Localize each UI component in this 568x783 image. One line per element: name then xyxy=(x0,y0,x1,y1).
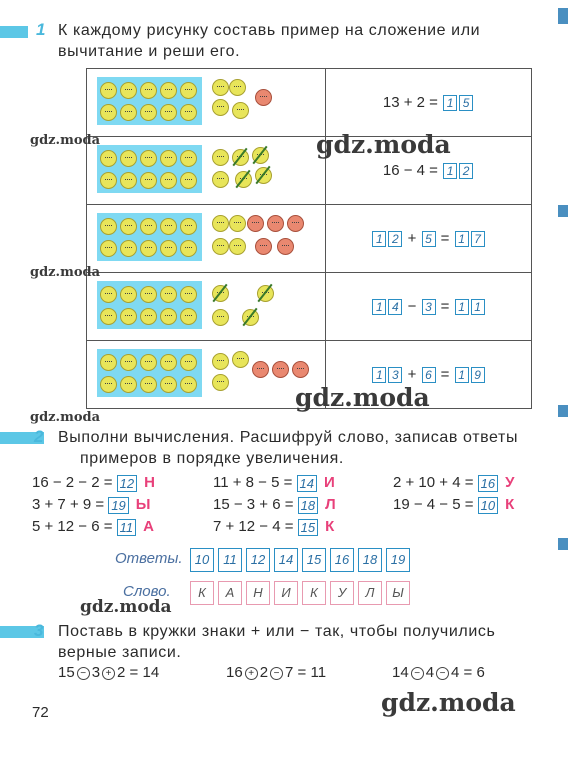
button-icon xyxy=(287,215,304,232)
button-icon xyxy=(100,376,117,393)
button-icon xyxy=(160,308,177,325)
button-icon xyxy=(212,149,229,166)
task1-number: 1 xyxy=(36,20,46,39)
equation-cell: 1 4 − 3 = 1 1 xyxy=(326,273,532,341)
button-icon xyxy=(277,238,294,255)
answer-cell: 14 xyxy=(274,548,298,572)
button-icon xyxy=(160,218,177,235)
task1-text: К каждому рисунку составь пример на сложение или вычитание и реши его. xyxy=(58,22,481,60)
button-icon xyxy=(180,150,197,167)
button-icon xyxy=(100,104,117,121)
answer-cell: 18 xyxy=(358,548,382,572)
button-icon xyxy=(100,172,117,189)
answer-cell: 11 xyxy=(218,548,242,572)
button-icon xyxy=(140,218,157,235)
button-icon xyxy=(140,286,157,303)
sign-circle[interactable]: + xyxy=(102,667,115,680)
answer-cell: 16 xyxy=(330,548,354,572)
button-icon xyxy=(160,172,177,189)
button-icon xyxy=(100,240,117,257)
word-letter-cell: К xyxy=(302,581,326,605)
example-5: 15 − 3 + 6 = 18 Л xyxy=(213,496,336,513)
buttons-picture xyxy=(87,69,326,137)
word-letter-cell: Ы xyxy=(386,581,410,605)
answer-cell: 15 xyxy=(302,548,326,572)
button-icon xyxy=(160,286,177,303)
button-icon xyxy=(140,150,157,167)
button-icon xyxy=(180,218,197,235)
button-icon xyxy=(272,361,289,378)
word-label: Слово. xyxy=(123,583,171,600)
button-icon xyxy=(140,172,157,189)
button-icon xyxy=(232,102,249,119)
button-icon xyxy=(255,89,272,106)
button-icon xyxy=(292,361,309,378)
button-icon xyxy=(140,104,157,121)
sign-circle[interactable]: + xyxy=(245,667,258,680)
button-icon xyxy=(229,238,246,255)
example-7: 5 + 12 − 6 = 11 А xyxy=(32,518,155,535)
example-3: 2 + 10 + 4 = 16 У xyxy=(393,474,515,491)
sign-exercise-1: 15 − 3 + 2 = 14 xyxy=(58,664,160,681)
button-icon xyxy=(212,171,229,188)
button-icon xyxy=(267,215,284,232)
button-icon xyxy=(212,309,229,326)
button-icon xyxy=(212,215,229,232)
page-edge-tab xyxy=(558,8,568,24)
task1-marker-bar xyxy=(0,26,28,38)
button-icon xyxy=(120,376,137,393)
example-8: 7 + 12 − 4 = 15 К xyxy=(213,518,335,535)
button-icon xyxy=(180,354,197,371)
watermark: gdz.moda xyxy=(295,383,430,412)
button-icon xyxy=(140,376,157,393)
task2-number: 2 xyxy=(34,427,44,446)
button-icon xyxy=(140,240,157,257)
button-icon xyxy=(140,308,157,325)
page-edge-tab xyxy=(558,205,568,217)
button-icon xyxy=(229,215,246,232)
button-icon xyxy=(212,79,229,96)
task2-text: Выполни вычисления. Расшифруй слово, записав ответы примеров в порядке увеличения. xyxy=(58,429,519,467)
button-icon xyxy=(160,82,177,99)
table-row xyxy=(87,205,532,273)
button-icon xyxy=(212,374,229,391)
button-icon xyxy=(180,308,197,325)
word-letter-cell: Л xyxy=(358,581,382,605)
word-letter-cell: А xyxy=(218,581,242,605)
buttons-picture xyxy=(87,137,326,205)
button-icon xyxy=(140,354,157,371)
page-edge-tab xyxy=(558,538,568,550)
button-icon xyxy=(120,354,137,371)
equation-cell: 13 + 2 = 1 5 xyxy=(326,69,532,137)
sign-circle[interactable]: − xyxy=(77,667,90,680)
button-icon xyxy=(180,82,197,99)
button-icon xyxy=(100,150,117,167)
button-icon xyxy=(255,238,272,255)
button-icon xyxy=(232,351,249,368)
button-icon xyxy=(212,238,229,255)
buttons-picture xyxy=(87,341,326,409)
button-icon xyxy=(140,82,157,99)
answer-cell: 12 xyxy=(246,548,270,572)
equation-cell: 1 2 + 5 = 1 7 xyxy=(326,205,532,273)
word-letter-cell: К xyxy=(190,581,214,605)
button-icon xyxy=(160,240,177,257)
button-icon xyxy=(120,104,137,121)
sign-exercise-3: 14 − 4 − 4 = 6 xyxy=(392,664,485,681)
example-4: 3 + 7 + 9 = 19 Ы xyxy=(32,496,151,513)
watermark: gdz.moda xyxy=(316,130,451,159)
sign-exercise-2: 16 + 2 − 7 = 11 xyxy=(226,664,327,681)
button-icon xyxy=(100,286,117,303)
page-edge-tab xyxy=(558,405,568,417)
watermark: gdz.moda xyxy=(30,410,101,425)
example-6: 19 − 4 − 5 = 10 К xyxy=(393,496,515,513)
button-icon xyxy=(212,99,229,116)
watermark: gdz.moda xyxy=(30,133,101,148)
table-row xyxy=(87,137,532,205)
sign-circle[interactable]: − xyxy=(270,667,283,680)
button-icon xyxy=(160,376,177,393)
button-icon xyxy=(120,172,137,189)
button-icon xyxy=(252,361,269,378)
button-icon xyxy=(180,376,197,393)
watermark: gdz.moda xyxy=(80,597,172,617)
button-icon xyxy=(120,218,137,235)
button-icon xyxy=(180,104,197,121)
example-2: 11 + 8 − 5 = 14 И xyxy=(213,474,335,491)
button-icon xyxy=(229,79,246,96)
task3-number: 3 xyxy=(34,621,44,640)
button-icon xyxy=(160,354,177,371)
watermark: gdz.moda xyxy=(381,688,516,717)
page-number: 72 xyxy=(32,704,49,721)
button-icon xyxy=(100,218,117,235)
button-icon xyxy=(212,353,229,370)
task1-table xyxy=(86,68,532,409)
button-icon xyxy=(120,82,137,99)
button-icon xyxy=(120,240,137,257)
word-letter-cell: У xyxy=(330,581,354,605)
button-icon xyxy=(180,240,197,257)
button-icon xyxy=(100,82,117,99)
example-1: 16 − 2 − 2 = 12 Н xyxy=(32,474,155,491)
equation-cell: 1 3 + 6 = 1 9 xyxy=(326,341,532,409)
table-row xyxy=(87,69,532,137)
watermark: gdz.moda xyxy=(30,265,101,280)
button-icon xyxy=(120,286,137,303)
word-letter-cell: Н xyxy=(246,581,270,605)
button-icon xyxy=(180,172,197,189)
button-icon xyxy=(160,104,177,121)
button-icon xyxy=(160,150,177,167)
button-icon xyxy=(100,354,117,371)
word-letter-cell: И xyxy=(274,581,298,605)
button-icon xyxy=(120,150,137,167)
answer-cell: 19 xyxy=(386,548,410,572)
table-row xyxy=(87,273,532,341)
button-icon xyxy=(120,308,137,325)
button-icon xyxy=(247,215,264,232)
buttons-picture xyxy=(87,273,326,341)
sign-circle[interactable]: − xyxy=(436,667,449,680)
task3-text: Поставь в кружки знаки + или − так, чтобы получились верные записи. xyxy=(58,623,496,661)
sign-circle[interactable]: − xyxy=(411,667,424,680)
answer-cell: 10 xyxy=(190,548,214,572)
answers-label: Ответы. xyxy=(115,550,183,567)
button-icon xyxy=(100,308,117,325)
button-icon xyxy=(180,286,197,303)
buttons-picture xyxy=(87,205,326,273)
equation-cell: 16 − 4 = 1 2 xyxy=(326,137,532,205)
